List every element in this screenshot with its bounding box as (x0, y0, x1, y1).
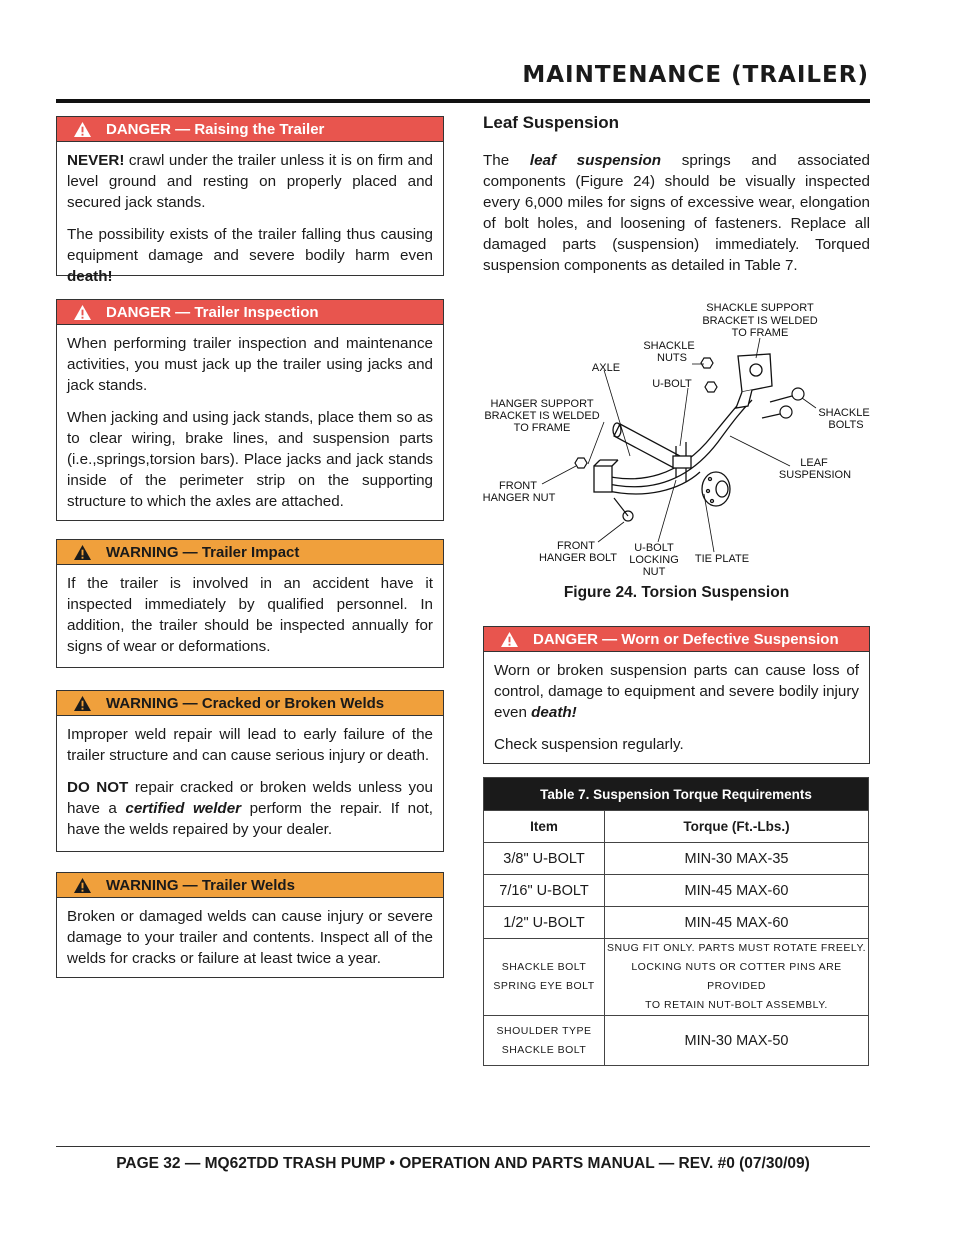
text: perform the repair. If not, have the welds repaired by your dealer. (67, 800, 433, 838)
text: repair cracked or broken welds unless you have a (67, 779, 433, 817)
table-row (484, 939, 869, 1016)
warning-triangle-icon (73, 544, 92, 561)
danger-raising-trailer-box (56, 116, 444, 285)
table-row (484, 843, 869, 875)
text: crawl under the trailer unless it is on firm and level ground and resting on properly placed and secured jack stands. (67, 152, 433, 211)
tie-plate-label: TIE PLATE (694, 553, 750, 565)
front-hanger-nut-label-2: HANGER NUT (482, 492, 556, 504)
warning-triangle-icon (73, 877, 92, 894)
text: The (483, 152, 530, 169)
shackle-support-label-2: BRACKET IS WELDED (702, 315, 818, 327)
text: Worn or broken suspension parts can cause loss of control, damage to equipment and severe bodily injury even (494, 662, 859, 721)
hanger-bracket-illustration (594, 460, 618, 492)
u-bolt-label: U-BOLT (652, 378, 692, 390)
leaf-suspension-heading: Leaf Suspension (483, 113, 620, 132)
box-body (57, 898, 443, 977)
warning-triangle-icon (73, 304, 92, 321)
paragraph: Broken or damaged welds can cause injury or severe damage to your trailer and contents. Inspect all of the welds for cracks or failure at least twice a year. (67, 908, 433, 967)
leader-lines (542, 338, 816, 552)
cell-line: SNUG FIT ONLY. PARTS MUST ROTATE FREELY. (606, 942, 867, 954)
table-row (484, 907, 869, 939)
cell-line: SHACKLE BOLT (501, 961, 587, 973)
warning-cracked-welds-box (56, 690, 444, 852)
paragraph: When performing trailer inspection and maintenance activities, you must jack up the trailer using jacks and jack stands. (67, 335, 433, 394)
torsion-suspension-diagram (480, 296, 872, 581)
axle-illustration (613, 423, 680, 468)
box-body (484, 652, 869, 763)
death-emphasis: death! (531, 704, 577, 721)
cell-item: 1/2" U-BOLT (484, 907, 605, 939)
text: The possibility exists of the trailer falling thus causing equipment damage and severe bodily harm even (67, 226, 433, 264)
cell-item: 7/16" U-BOLT (484, 875, 605, 907)
danger-trailer-inspection-header (57, 300, 443, 325)
box-heading: DANGER — Raising the Trailer (106, 120, 325, 138)
shackle-nuts-label-2: NUTS (657, 352, 687, 364)
shackle-support-label-1: SHACKLE SUPPORT (706, 302, 814, 314)
leaf-suspension-label-2: SUSPENSION (778, 469, 852, 481)
cell-torque: MIN-45 MAX-60 (605, 875, 869, 907)
box-body (57, 142, 443, 295)
column-header-torque: Torque (Ft.-Lbs.) (605, 811, 869, 843)
box-heading: WARNING — Trailer Welds (106, 876, 295, 894)
danger-worn-suspension-box (483, 626, 870, 764)
axle-label: AXLE (591, 362, 621, 374)
column-header-item: Item (484, 811, 605, 843)
leaf-spring-illustration (598, 394, 752, 494)
cell-torque (605, 939, 869, 1016)
danger-raising-trailer-header (57, 117, 443, 142)
front-hanger-bolt-label-2: HANGER BOLT (538, 552, 618, 564)
suspension-torque-table (483, 777, 869, 1066)
shackle-nuts-illustration (701, 358, 717, 392)
front-hanger-bolt-illustration (614, 498, 633, 521)
warning-trailer-impact-header (57, 540, 443, 565)
warning-trailer-impact-box (56, 539, 444, 668)
front-hanger-bolt-label-1: FRONT (557, 540, 595, 552)
warning-triangle-icon (73, 695, 92, 712)
box-body (57, 565, 443, 665)
u-bolt-locking-nut-label-2: LOCKING (629, 554, 679, 566)
box-body (57, 325, 443, 520)
table-row (484, 1016, 869, 1066)
table-header-row (484, 811, 869, 843)
shackle-bolts-illustration (762, 388, 804, 418)
cell-torque: MIN-45 MAX-60 (605, 907, 869, 939)
box-body (57, 716, 443, 848)
cell-line: TO RETAIN NUT-BOLT ASSEMBLY. (645, 999, 828, 1011)
cell-torque: MIN-30 MAX-35 (605, 843, 869, 875)
warning-cracked-welds-header (57, 691, 443, 716)
cell-line: LOCKING NUTS OR COTTER PINS ARE PROVIDED (631, 961, 842, 992)
shackle-nuts-label-1: SHACKLE (643, 340, 695, 352)
hanger-support-label-3: TO FRAME (513, 422, 571, 434)
certified-welder-emphasis: certified welder (125, 800, 242, 817)
hub-illustration (702, 472, 730, 506)
u-bolt-illustration (673, 442, 691, 482)
paragraph (67, 224, 433, 287)
paragraph (494, 660, 859, 723)
cell-line: SHACKLE BOLT (501, 1043, 587, 1056)
box-heading: WARNING — Trailer Impact (106, 543, 300, 561)
table-row (484, 875, 869, 907)
shackle-support-label-3: TO FRAME (731, 327, 789, 339)
leaf-suspension-label-1: LEAF (800, 457, 828, 469)
warning-trailer-welds-box (56, 872, 444, 978)
u-bolt-locking-nut-label-1: U-BOLT (634, 542, 674, 554)
shackle-bracket-illustration (736, 354, 772, 408)
table-title: Table 7. Suspension Torque Requirements (484, 778, 869, 811)
footer-rule (56, 1146, 870, 1147)
cell-item (484, 939, 605, 1016)
box-heading: DANGER — Trailer Inspection (106, 303, 319, 321)
u-bolt-locking-nut-label-3: NUT (642, 566, 666, 578)
shackle-bolts-label-1: SHACKLE (818, 407, 870, 419)
cell-line: SPRING EYE BOLT (493, 980, 595, 992)
shackle-bolts-label-2: BOLTS (828, 419, 864, 431)
page-footer: PAGE 32 — MQ62TDD TRASH PUMP • OPERATION AND PARTS MANUAL — REV. #0 (07/30/09) (116, 1155, 810, 1172)
cell-item (484, 1016, 605, 1066)
warning-triangle-icon (500, 631, 519, 648)
leaf-suspension-paragraph (483, 150, 870, 276)
never-emphasis: NEVER! (67, 152, 125, 169)
hanger-support-label-2: BRACKET IS WELDED (484, 410, 600, 422)
paragraph: Improper weld repair will lead to early failure of the trailer structure and can cause serious injury or death. (67, 726, 433, 764)
warning-triangle-icon (73, 121, 92, 138)
front-hanger-nut-illustration (575, 458, 587, 468)
warning-trailer-welds-header (57, 873, 443, 898)
box-heading: DANGER — Worn or Defective Suspension (533, 630, 839, 648)
danger-worn-suspension-header (484, 627, 869, 652)
paragraph: Check suspension regularly. (494, 736, 684, 753)
paragraph: When jacking and using jack stands, place them so as to clear wiring, brake lines, and suspension parts (i.e.,springs,torsion bars). Place jacks and jack stands inside of the perimeter strip on the supporting structure to which the axles are attached. (67, 409, 433, 510)
text: springs and associated components (Figure 24) should be visually inspected every 6,000 miles for signs of excessive wear, elongation of bolt holes, and loosening of fasteners. Replace all damaged parts (suspension) immediately. Torqued suspension components as detailed in Table 7. (483, 152, 870, 274)
death-emphasis: death! (67, 268, 113, 285)
figure-caption: Figure 24. Torsion Suspension (563, 584, 790, 601)
cell-item: 3/8" U-BOLT (484, 843, 605, 875)
paragraph (67, 777, 433, 840)
cell-line: SHOULDER TYPE (496, 1024, 592, 1037)
hanger-support-label-1: HANGER SUPPORT (490, 398, 594, 410)
cell-torque: MIN-30 MAX-50 (605, 1016, 869, 1066)
do-not-emphasis: DO NOT (67, 779, 129, 796)
title-rule (56, 99, 870, 103)
paragraph: If the trailer is involved in an accident have it inspected immediately by qualified personnel. In addition, the trailer should be inspected annually for signs of wear or deformations. (67, 575, 433, 655)
page-title: MAINTENANCE (TRAILER) (522, 62, 869, 88)
danger-trailer-inspection-box (56, 299, 444, 521)
leaf-suspension-emphasis: leaf suspension (529, 152, 662, 169)
paragraph (67, 150, 433, 213)
front-hanger-nut-label-1: FRONT (499, 480, 537, 492)
box-heading: WARNING — Cracked or Broken Welds (106, 694, 385, 712)
